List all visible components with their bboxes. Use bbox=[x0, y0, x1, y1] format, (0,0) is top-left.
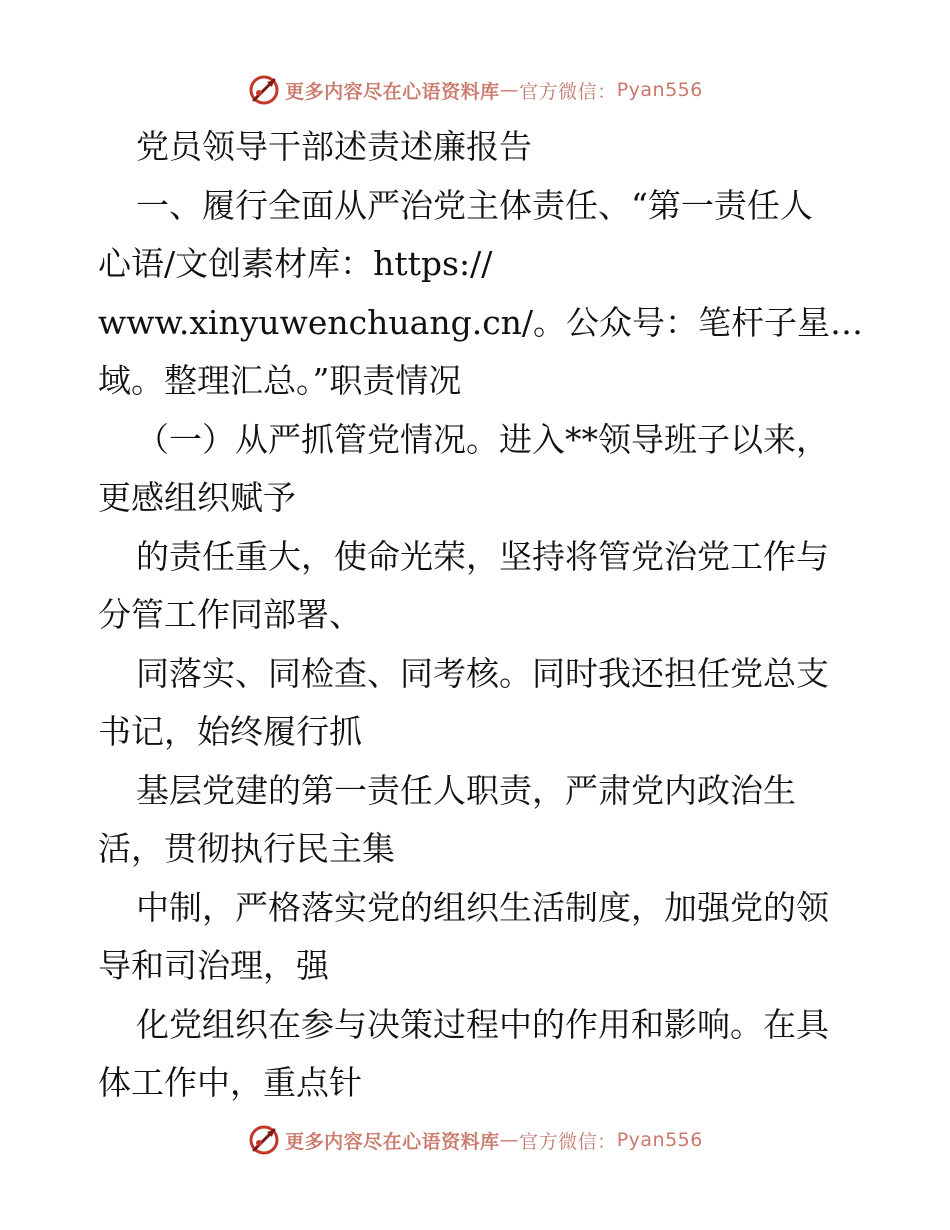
footer-banner bbox=[0, 1120, 950, 1160]
text-line: 化党组织在参与决策过程中的作用和影响。在具 bbox=[136, 1004, 829, 1044]
brand-logo-icon bbox=[247, 73, 281, 107]
text-line: www.xinyuwenchuang.cn/。公众号：笔杆子星… bbox=[98, 302, 864, 342]
text-line: 中制，严格落实党的组织生活制度，加强党的领 bbox=[136, 887, 829, 927]
banner-wechat-id: Pyan556 bbox=[616, 79, 703, 101]
text-line: 导和司治理，强 bbox=[98, 946, 329, 985]
banner-main-text: 更多内容尽在心语资料库 bbox=[285, 80, 500, 103]
banner-wechat-label: 官方微信： bbox=[519, 1130, 617, 1153]
text-line: 更感组织赋予 bbox=[98, 478, 296, 517]
text-line: （一）从严抓管党情况。进入**领导班子以来， bbox=[136, 419, 829, 459]
banner-wechat-id: Pyan556 bbox=[616, 1129, 703, 1151]
text-line: 心语/文创素材库：https:// bbox=[98, 244, 493, 283]
banner-wechat-label: 官方微信： bbox=[519, 80, 617, 103]
text-line: 分管工作同部署、 bbox=[98, 595, 362, 634]
banner-dash: — bbox=[499, 1129, 520, 1151]
document-title: 党员领导干部述责述廉报告 bbox=[136, 127, 532, 166]
text-line: 活，贯彻执行民主集 bbox=[98, 829, 395, 868]
header-banner bbox=[0, 70, 950, 110]
banner-dash: — bbox=[499, 79, 520, 101]
banner-main-text: 更多内容尽在心语资料库 bbox=[285, 1130, 500, 1153]
text-line: 体工作中，重点针 bbox=[98, 1063, 362, 1102]
text-line: 基层党建的第一责任人职责，严肃党内政治生 bbox=[136, 770, 796, 810]
brand-logo-icon bbox=[247, 1123, 281, 1157]
text-line: 同落实、同检查、同考核。同时我还担任党总支 bbox=[136, 653, 829, 693]
text-line: 域。整理汇总。”职责情况 bbox=[98, 361, 462, 400]
document-body bbox=[98, 118, 898, 1113]
text-line: 书记，始终履行抓 bbox=[98, 712, 362, 751]
text-line: 一、履行全面从严治党主体责任、“第一责任人 bbox=[136, 185, 813, 225]
text-line: 的责任重大，使命光荣，坚持将管党治党工作与 bbox=[136, 536, 829, 576]
